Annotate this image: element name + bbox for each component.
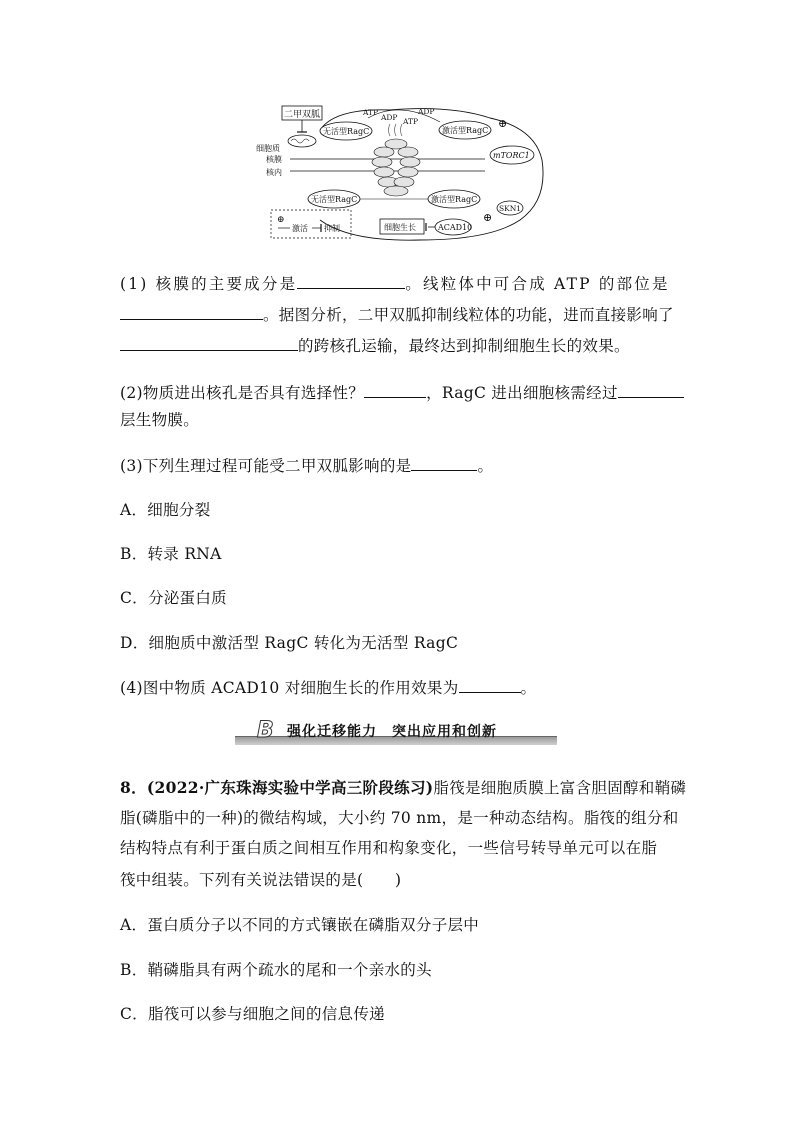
answer-blank[interactable]: [459, 678, 521, 693]
activate-sign-2: ⊕: [483, 211, 493, 224]
q3-option-a[interactable]: A．细胞分裂: [120, 501, 211, 519]
q3-option-c[interactable]: C．分泌蛋白质: [120, 589, 227, 607]
acad10-label: ACAD10: [438, 223, 473, 232]
nuclear-pore-complex: [372, 124, 420, 196]
q3-stem: (3)下列生理过程可能受二甲双胍影响的是 。: [120, 457, 494, 475]
label-nuclear-membrane: 核膜: [266, 155, 282, 164]
answer-blank[interactable]: [618, 383, 684, 398]
q8-option-c[interactable]: C．脂筏可以参与细胞之间的信息传递: [120, 1005, 385, 1023]
answer-blank[interactable]: [364, 383, 426, 398]
inactive-ragc-bottom-label: 无活型RagC: [311, 195, 358, 204]
q1-line-1: (1) 核膜的主要成分是 。线粒体中可合成 ATP 的部位是: [120, 275, 670, 293]
q8-option-b[interactable]: B．鞘磷脂具有两个疏水的尾和一个亲水的头: [120, 961, 432, 979]
drug-label: 二甲双胍: [284, 110, 321, 120]
banner-letter: B: [257, 718, 274, 743]
q3-option-b[interactable]: B．转录 RNA: [120, 545, 222, 563]
legend-activate-label: 激活: [292, 224, 308, 233]
answer-blank[interactable]: [120, 336, 298, 351]
active-ragc-bottom-label: 激活型RagC: [431, 195, 478, 204]
banner-title: 强化迁移能力 突出应用和创新: [287, 724, 497, 740]
answer-blank[interactable]: [297, 274, 405, 289]
legend-plus-sign: ⊕: [277, 215, 285, 225]
q8-line-1: 8．(2022·广东珠海实验中学高三阶段练习)脂筏是细胞质膜上富含胆固醇和鞘磷: [120, 778, 687, 797]
q3-option-d[interactable]: D．细胞质中激活型 RagC 转化为无活型 RagC: [120, 634, 459, 652]
q2-line-2: 层生物膜。: [120, 411, 200, 429]
legend-inhibit-label: 抑制: [324, 224, 340, 233]
answer-blank[interactable]: [120, 305, 263, 320]
q8-line-2: 脂(磷脂中的一种)的微结构域，大小约 70 nm，是一种动态结构。脂筏的组分和: [120, 809, 679, 827]
activate-sign-1: ⊕: [498, 117, 508, 130]
atp-label-2: ATP: [403, 117, 419, 126]
adp-label-1: ADP: [381, 113, 398, 122]
label-nucleus-inside: 核内: [266, 168, 282, 177]
mechanism-diagram: [250, 100, 550, 245]
q1-line-3: 的跨核孔运输，最终达到抑制细胞生长的效果。: [120, 334, 630, 356]
active-ragc-top-label: 激活型RagC: [442, 126, 489, 135]
section-banner: [235, 720, 557, 746]
mtorc1-label: mTORC1: [493, 151, 530, 160]
q8-option-a[interactable]: A．蛋白质分子以不同的方式镶嵌在磷脂双分子层中: [120, 916, 480, 934]
atp-label-1: ATP: [363, 108, 379, 117]
q1-line-2: 。据图分析，二甲双胍抑制线粒体的功能，进而直接影响了: [120, 303, 674, 325]
answer-blank[interactable]: [411, 456, 477, 471]
q8-line-4: 筏中组装。下列有关说法错误的是( ): [120, 871, 402, 889]
mitochondrion: [288, 135, 316, 147]
cell-growth-label: 细胞生长: [384, 223, 416, 232]
inactive-ragc-top-label: 无活型RagC: [323, 127, 370, 136]
q4-stem: (4)图中物质 ACAD10 对细胞生长的作用效果为 。: [120, 679, 537, 697]
adp-label-2: ADP: [418, 107, 435, 116]
q2-line-1: (2)物质进出核孔是否具有选择性？ ，RagC 进出细胞核需经过: [120, 381, 684, 403]
q8-line-3: 结构特点有利于蛋白质之间相互作用和构象变化，一些信号转导单元可以在脂: [120, 839, 658, 857]
skn1-label: SKN1: [499, 204, 522, 213]
label-cytoplasm: 细胞质: [256, 144, 280, 153]
